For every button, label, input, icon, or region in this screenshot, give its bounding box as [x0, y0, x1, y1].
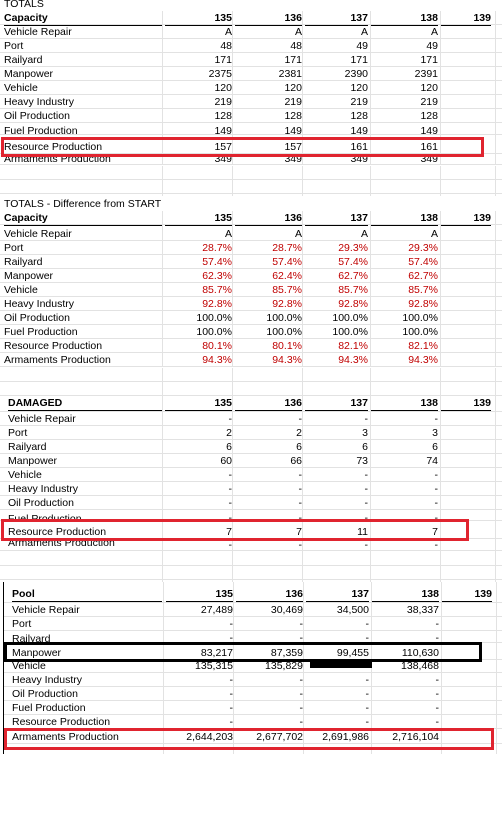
totals-header-label: Capacity	[4, 11, 162, 26]
table-row: Vehicle 85.7% 85.7% 85.7% 85.7%	[0, 283, 502, 297]
table-row: Resource Production 80.1% 80.1% 82.1% 82.1%	[0, 339, 502, 353]
table-row: Port 28.7% 28.7% 29.3% 29.3%	[0, 241, 502, 255]
table-row: Vehicle 135,315 135,829 138,468	[4, 659, 502, 673]
table-row-resource-production: Resource Production 7 7 11 7	[0, 525, 502, 539]
table-row: Fuel Production - - - -	[0, 510, 502, 521]
table-row: Armaments Production - - - -	[0, 539, 502, 551]
table-row: Vehicle Repair A A A A	[0, 227, 502, 241]
highlight-box-damaged-resource	[1, 519, 469, 541]
table-row: Vehicle - - - -	[0, 468, 502, 482]
blank-area	[0, 756, 502, 820]
table-row: Port 2 2 3 3	[0, 426, 502, 440]
table-row: Railyard - - - -	[4, 631, 502, 643]
table-row: Oil Production 100.0% 100.0% 100.0% 100.0%	[0, 311, 502, 325]
table-row: Vehicle Repair A A A A	[0, 25, 502, 39]
table-row: Vehicle Repair - - - -	[0, 412, 502, 426]
table-row: Port - - - -	[4, 617, 502, 631]
totals-header-row	[0, 11, 502, 25]
totals-title: TOTALS	[4, 0, 44, 10]
highlight-box-resource-production	[1, 137, 484, 157]
table-row-resource-production: Resource Production 157 157 161 161	[0, 140, 502, 154]
table-row: Heavy Industry - - - -	[4, 673, 502, 687]
pool-header-row: Pool 135 136 137 138 139	[4, 587, 502, 603]
table-row-manpower: Manpower 83,217 87,359 99,455 110,630	[4, 646, 502, 660]
col-header-135: 135	[165, 11, 232, 26]
table-row: Fuel Production 149 149 149 149	[0, 123, 502, 135]
table-row: Oil Production 128 128 128 128	[0, 109, 502, 123]
spacer	[0, 552, 502, 582]
table-row: Vehicle Repair 27,489 30,469 34,500 38,337	[4, 603, 502, 617]
damaged-header-label: DAMAGED	[8, 396, 162, 411]
col-header-136: 136	[235, 11, 302, 26]
table-row: Fuel Production - - - -	[4, 701, 502, 715]
highlight-box-manpower	[4, 642, 482, 662]
table-row: Armaments Production 94.3% 94.3% 94.3% 94.3%	[0, 353, 502, 367]
redaction-bar	[310, 662, 372, 668]
diff-title: TOTALS - Difference from START	[4, 198, 162, 210]
table-row: Manpower 62.3% 62.4% 62.7% 62.7%	[0, 269, 502, 283]
table-row: Railyard 57.4% 57.4% 57.4% 57.4%	[0, 255, 502, 269]
table-row: Vehicle 120 120 120 120	[0, 81, 502, 95]
table-row: Port 48 48 49 49	[0, 39, 502, 53]
table-row: Oil Production - - - -	[4, 687, 502, 701]
diff-header-row: Capacity 135 136 137 138 139	[0, 211, 502, 225]
table-row-armaments-production: Armaments Production 2,644,203 2,677,702 2,691,986 2,716,104	[4, 730, 502, 744]
col-header-137: 137	[305, 11, 368, 26]
diff-header-label: Capacity	[4, 211, 162, 226]
table-row: Manpower 60 66 73 74	[0, 454, 502, 468]
diff-table	[0, 211, 502, 367]
table-row: Armaments Production 349 349 349 349	[0, 154, 502, 165]
spacer	[0, 166, 502, 196]
col-header-139: 139	[441, 11, 491, 26]
table-row: Fuel Production 100.0% 100.0% 100.0% 100.0%	[0, 325, 502, 339]
table-row: Heavy Industry 219 219 219 219	[0, 95, 502, 109]
table-row: Manpower 2375 2381 2390 2391	[0, 67, 502, 81]
spacer	[0, 368, 502, 396]
table-row: Heavy Industry 92.8% 92.8% 92.8% 92.8%	[0, 297, 502, 311]
table-row: Heavy Industry - - - -	[0, 482, 502, 496]
highlight-box-armaments	[4, 728, 494, 750]
pool-header-label: Pool	[12, 587, 162, 602]
col-header-138: 138	[371, 11, 438, 26]
table-row: Railyard 171 171 171 171	[0, 53, 502, 67]
table-row: Railyard 6 6 6 6	[0, 440, 502, 454]
table-row: Oil Production - - - -	[0, 496, 502, 510]
table-row: Resource Production - - - -	[4, 715, 502, 729]
damaged-header-row: DAMAGED 135 136 137 138 139	[0, 396, 502, 412]
